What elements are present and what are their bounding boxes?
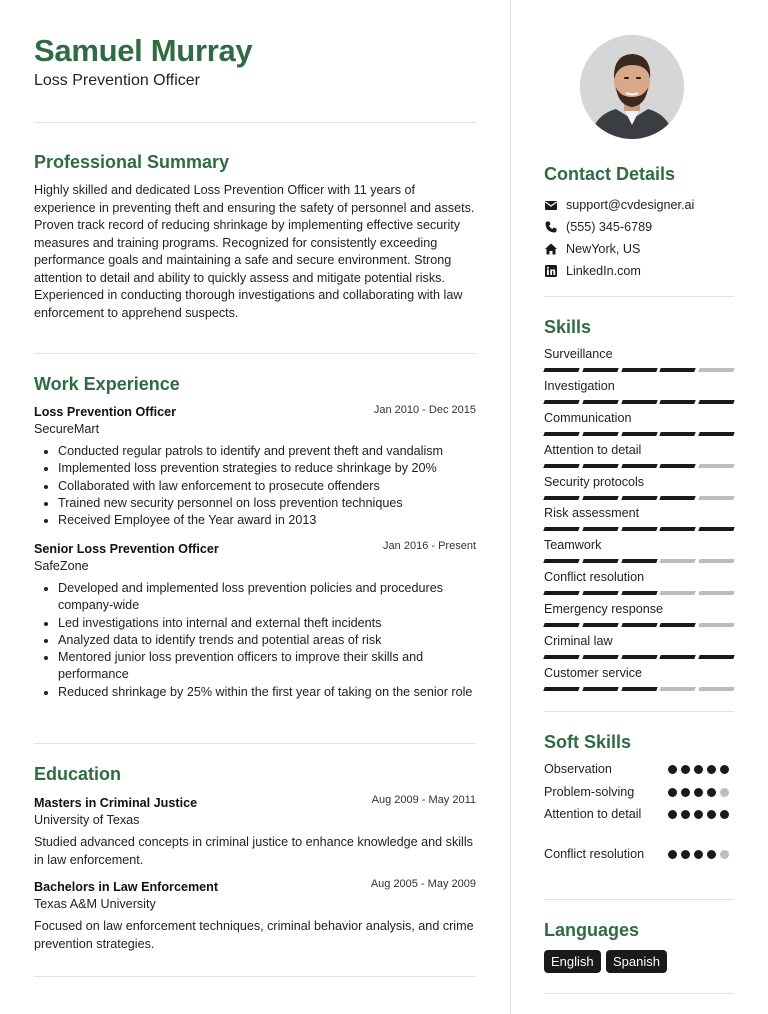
soft-skill-rating xyxy=(668,850,729,859)
skill-level-bar xyxy=(544,655,734,659)
skill-level-segment xyxy=(698,496,734,500)
skill-label: Attention to detail xyxy=(544,443,642,457)
job-bullet: Trained new security personnel on loss prevention techniques xyxy=(34,495,479,512)
skill-level-segment xyxy=(621,496,657,500)
skill-label: Communication xyxy=(544,411,632,425)
email-text: support@cvdesigner.ai xyxy=(566,198,695,212)
skill-level-segment xyxy=(660,368,696,372)
phone-icon xyxy=(544,220,558,234)
skill-level-segment xyxy=(660,400,696,404)
skill-level-segment xyxy=(543,432,579,436)
skill-level-segment xyxy=(582,400,618,404)
summary-text: Highly skilled and dedicated Loss Prevention Officer with 11 years of experience in preventing theft and ensuring the safety of personnel and assets. Proven track record of reducing shrinkage by implementing effective security measures and training programs. Recognized for consistently exceeding performance goals and maintaining a safe and secure environment. Strong attention to detail and ability to quickly assess and mitigate potential risks. Experienced in conducting thorough investigations and collaborating with law enforcement to apprehend suspects. xyxy=(34,183,475,320)
skill-level-segment xyxy=(621,527,657,531)
rating-dot xyxy=(720,810,729,819)
rating-dot xyxy=(668,765,677,774)
skill-level-segment xyxy=(698,368,734,372)
rating-dot xyxy=(707,788,716,797)
skill-label: Customer service xyxy=(544,666,642,680)
skill-level-segment xyxy=(660,687,696,691)
job-bullet: Reduced shrinkage by 25% within the first year of taking on the senior role xyxy=(34,684,479,701)
divider xyxy=(544,711,734,712)
job-title: Loss Prevention Officer xyxy=(34,405,177,419)
skill-level-segment xyxy=(543,623,579,627)
soft-skill-rating xyxy=(668,810,729,819)
job-date: Jan 2010 - Dec 2015 xyxy=(373,404,476,416)
job-bullet: Developed and implemented loss prevention policies and procedures company-wide xyxy=(34,580,479,615)
divider xyxy=(544,993,734,994)
rating-dot xyxy=(681,850,690,859)
rating-dot xyxy=(668,850,677,859)
soft-skill-rating xyxy=(668,788,729,797)
skill-level-segment xyxy=(543,687,579,691)
soft-skill-label: Attention to detail xyxy=(544,807,642,821)
skill-level-segment xyxy=(660,496,696,500)
skill-level-segment xyxy=(543,527,579,531)
education-description: Focused on law enforcement techniques, criminal behavior analysis, and crime prevention strategies. xyxy=(34,919,474,951)
skill-level-segment xyxy=(582,368,618,372)
skill-level-segment xyxy=(698,559,734,563)
contact-location xyxy=(544,242,640,256)
linkedin-text: LinkedIn.com xyxy=(566,264,641,278)
job-bullet: Mentored junior loss prevention officers to improve their skills and performance xyxy=(34,649,479,684)
skill-level-segment xyxy=(698,623,734,627)
skill-level-segment xyxy=(543,591,579,595)
rating-dot xyxy=(681,765,690,774)
skill-level-segment xyxy=(698,687,734,691)
linkedin-icon xyxy=(544,264,558,278)
job-bullet: Received Employee of the Year award in 2013 xyxy=(34,512,479,529)
skill-level-bar xyxy=(544,432,734,436)
skill-level-segment xyxy=(543,464,579,468)
job-bullet: Implemented loss prevention strategies to reduce shrinkage by 20% xyxy=(34,460,479,477)
skill-level-segment xyxy=(582,687,618,691)
language-badge: Spanish xyxy=(606,950,667,973)
contact-email[interactable] xyxy=(544,198,694,212)
job-bullet: Led investigations into internal and external theft incidents xyxy=(34,615,479,632)
skill-level-segment xyxy=(660,623,696,627)
education-title: Education xyxy=(34,764,122,784)
rating-dot xyxy=(707,810,716,819)
skill-level-segment xyxy=(660,559,696,563)
skill-level-segment xyxy=(660,591,696,595)
skill-level-segment xyxy=(698,432,734,436)
skill-level-bar xyxy=(544,623,734,627)
candidate-role: Loss Prevention Officer xyxy=(34,72,201,89)
divider xyxy=(544,296,734,297)
skills-title: Skills xyxy=(544,317,592,337)
education-date: Aug 2009 - May 2011 xyxy=(371,794,476,806)
job-title: Senior Loss Prevention Officer xyxy=(34,542,219,556)
languages-title: Languages xyxy=(544,920,640,940)
skill-level-bar xyxy=(544,559,734,563)
skill-level-bar xyxy=(544,496,734,500)
skill-level-bar xyxy=(544,464,734,468)
skill-level-segment xyxy=(582,496,618,500)
divider xyxy=(34,743,476,744)
summary-title: Professional Summary xyxy=(34,152,230,172)
job-bullet: Conducted regular patrols to identify and prevent theft and vandalism xyxy=(34,443,479,460)
degree-title: Bachelors in Law Enforcement xyxy=(34,880,219,894)
skill-level-segment xyxy=(543,368,579,372)
skill-level-segment xyxy=(582,623,618,627)
school-name: Texas A&M University xyxy=(34,897,156,911)
soft-skills-title: Soft Skills xyxy=(544,732,632,752)
job-bullet: Analyzed data to identify trends and potential areas of risk xyxy=(34,632,479,649)
skill-level-segment xyxy=(582,591,618,595)
skill-level-bar xyxy=(544,591,734,595)
skill-level-segment xyxy=(582,432,618,436)
rating-dot xyxy=(694,788,703,797)
skill-level-segment xyxy=(660,432,696,436)
rating-dot xyxy=(681,788,690,797)
portrait-illustration xyxy=(580,35,684,139)
skill-level-bar xyxy=(544,400,734,404)
skill-label: Criminal law xyxy=(544,634,613,648)
job-bullets xyxy=(34,443,479,529)
skill-level-bar xyxy=(544,527,734,531)
skill-label: Conflict resolution xyxy=(544,570,645,584)
skill-level-segment xyxy=(698,464,734,468)
skill-level-segment xyxy=(621,464,657,468)
skill-level-bar xyxy=(544,687,734,691)
phone-text: (555) 345-6789 xyxy=(566,220,653,234)
skill-level-segment xyxy=(698,400,734,404)
school-name: University of Texas xyxy=(34,813,140,827)
skill-level-segment xyxy=(543,496,579,500)
rating-dot xyxy=(681,810,690,819)
divider xyxy=(34,122,476,123)
location-text: NewYork, US xyxy=(566,242,641,256)
skill-label: Investigation xyxy=(544,379,615,393)
skill-level-segment xyxy=(582,655,618,659)
divider xyxy=(34,353,476,354)
skill-level-bar xyxy=(544,368,734,372)
skill-level-segment xyxy=(621,368,657,372)
rating-dot xyxy=(694,765,703,774)
job-company: SecureMart xyxy=(34,422,100,436)
skill-label: Security protocols xyxy=(544,475,645,489)
degree-title: Masters in Criminal Justice xyxy=(34,796,198,810)
soft-skill-label: Conflict resolution xyxy=(544,847,645,861)
envelope-icon xyxy=(544,198,558,212)
skill-level-segment xyxy=(582,527,618,531)
skill-level-segment xyxy=(543,655,579,659)
skill-level-segment xyxy=(582,559,618,563)
skill-level-segment xyxy=(660,527,696,531)
skill-level-segment xyxy=(698,591,734,595)
contact-linkedin[interactable] xyxy=(544,264,641,278)
skill-level-segment xyxy=(621,432,657,436)
experience-title: Work Experience xyxy=(34,374,180,394)
skill-label: Emergency response xyxy=(544,602,664,616)
soft-skill-label: Problem-solving xyxy=(544,785,635,799)
soft-skill-rating xyxy=(668,765,729,774)
job-date: Jan 2016 - Present xyxy=(383,540,476,552)
skill-level-segment xyxy=(660,655,696,659)
rating-dot xyxy=(668,788,677,797)
skill-level-segment xyxy=(621,623,657,627)
skill-level-segment xyxy=(621,400,657,404)
rating-dot xyxy=(720,850,729,859)
skill-label: Teamwork xyxy=(544,538,602,552)
skill-label: Surveillance xyxy=(544,347,613,361)
skill-label: Risk assessment xyxy=(544,506,640,520)
skill-level-segment xyxy=(621,591,657,595)
contact-phone[interactable] xyxy=(544,220,652,234)
job-bullet: Collaborated with law enforcement to prosecute offenders xyxy=(34,478,479,495)
skill-level-segment xyxy=(543,559,579,563)
skill-level-segment xyxy=(543,400,579,404)
profile-photo xyxy=(580,35,684,139)
job-company: SafeZone xyxy=(34,559,89,573)
skill-level-segment xyxy=(698,655,734,659)
contact-title: Contact Details xyxy=(544,164,676,184)
skill-level-segment xyxy=(621,655,657,659)
rating-dot xyxy=(694,810,703,819)
rating-dot xyxy=(707,850,716,859)
skill-level-segment xyxy=(660,464,696,468)
skill-level-segment xyxy=(621,559,657,563)
education-date: Aug 2005 - May 2009 xyxy=(370,878,476,890)
divider xyxy=(34,976,476,977)
education-description: Studied advanced concepts in criminal justice to enhance knowledge and skills in law enforcement. xyxy=(34,835,473,867)
candidate-name: Samuel Murray xyxy=(34,33,253,68)
soft-skill-label: Observation xyxy=(544,762,612,776)
rating-dot xyxy=(668,810,677,819)
rating-dot xyxy=(707,765,716,774)
skill-level-segment xyxy=(582,464,618,468)
job-bullets xyxy=(34,580,479,701)
home-icon xyxy=(544,242,558,256)
rating-dot xyxy=(720,788,729,797)
skill-level-segment xyxy=(621,687,657,691)
skill-level-segment xyxy=(698,527,734,531)
rating-dot xyxy=(720,765,729,774)
rating-dot xyxy=(694,850,703,859)
language-badge: English xyxy=(544,950,601,973)
divider xyxy=(544,899,734,900)
